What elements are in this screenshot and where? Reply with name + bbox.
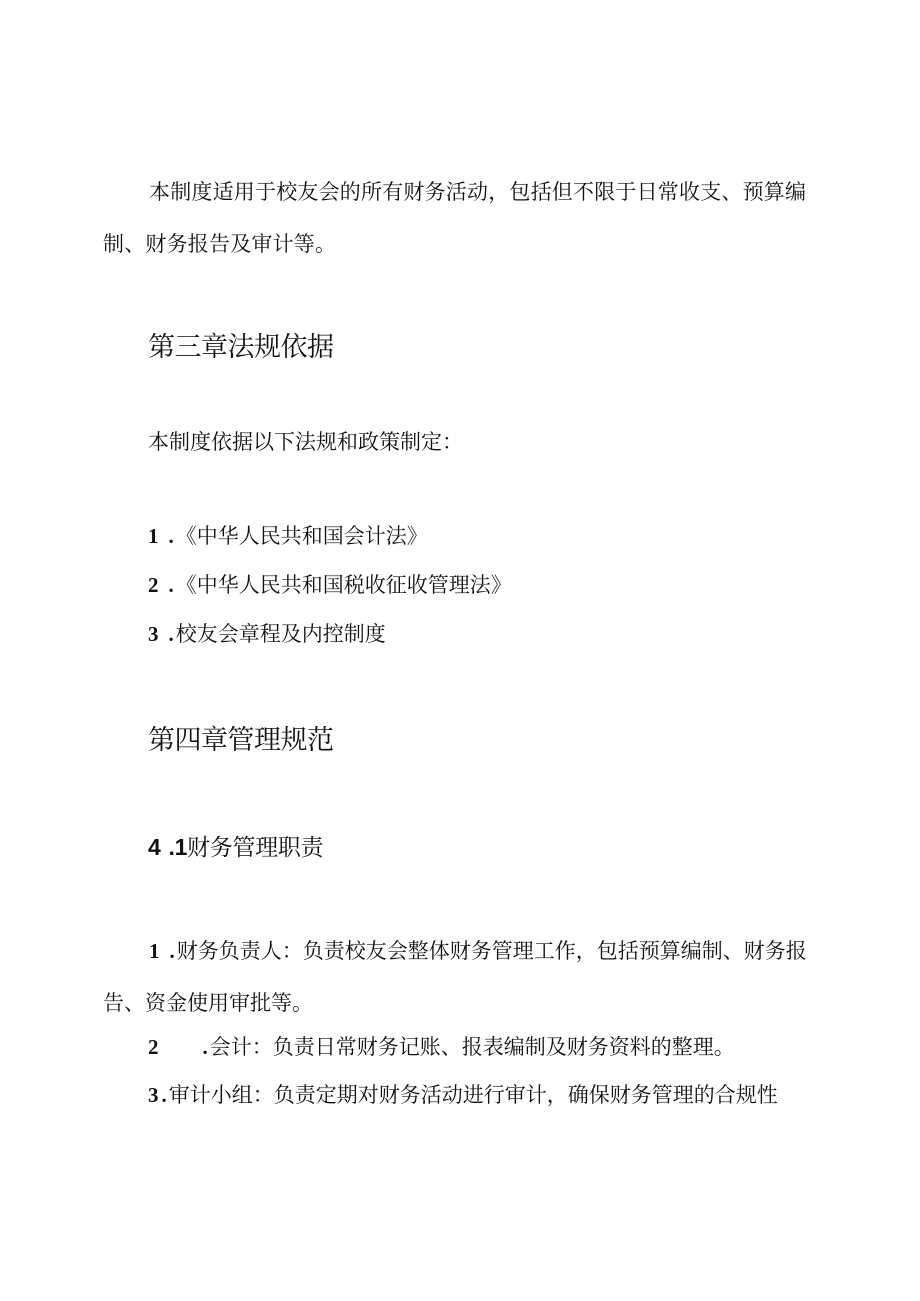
chapter3-item-3 [148, 619, 386, 649]
item-text: 《中华人民共和国税收征收管理法》 [175, 573, 512, 597]
section-separator: . [168, 834, 175, 860]
item-number: 1 [149, 939, 160, 963]
section-subnumber: 1 [174, 834, 188, 860]
item-text: 《中华人民共和国会计法》 [175, 524, 428, 548]
item-separator: . [161, 1083, 167, 1107]
item-separator: . [169, 939, 175, 963]
item-text: 财务负责人：负责校友会整体财务管理工作，包括预算编制、财务报告、资金使用审批等。 [103, 939, 807, 1015]
item-text: 审计小组：负责定期对财务活动进行审计，确保财务管理的合规性 [168, 1083, 778, 1107]
item-number: 3 [148, 1083, 159, 1107]
section-title-text: 财务管理职责 [187, 835, 324, 861]
item-separator: . [168, 524, 174, 548]
item-text: 校友会章程及内控制度 [175, 622, 386, 646]
chapter3-title: 第三章法规依据 [148, 332, 334, 363]
section-4-1-title [148, 831, 323, 864]
chapter4-item-2 [148, 1032, 735, 1062]
section-number: 4 [148, 834, 161, 860]
chapter4-title: 第四章管理规范 [148, 725, 334, 756]
item-separator: . [202, 1035, 208, 1059]
item-number: 1 [148, 524, 159, 548]
item-separator: . [168, 622, 174, 646]
chapter3-intro: 本制度依据以下法规和政策制定： [148, 430, 463, 454]
item-number: 2 [148, 1035, 159, 1059]
chapter3-item-1 [148, 521, 428, 551]
item-number: 2 [148, 573, 159, 597]
item-number: 3 [148, 622, 159, 646]
chapter4-item-1 [103, 925, 818, 1029]
chapter3-item-2 [148, 570, 512, 600]
scope-paragraph: 本制度适用于校友会的所有财务活动，包括但不限于日常收支、预算编制、财务报告及审计等。 [103, 180, 807, 256]
item-separator: . [168, 573, 174, 597]
chapter4-item-3 [148, 1080, 778, 1110]
item-text: 会计：负责日常财务记账、报表编制及财务资料的整理。 [209, 1035, 735, 1059]
